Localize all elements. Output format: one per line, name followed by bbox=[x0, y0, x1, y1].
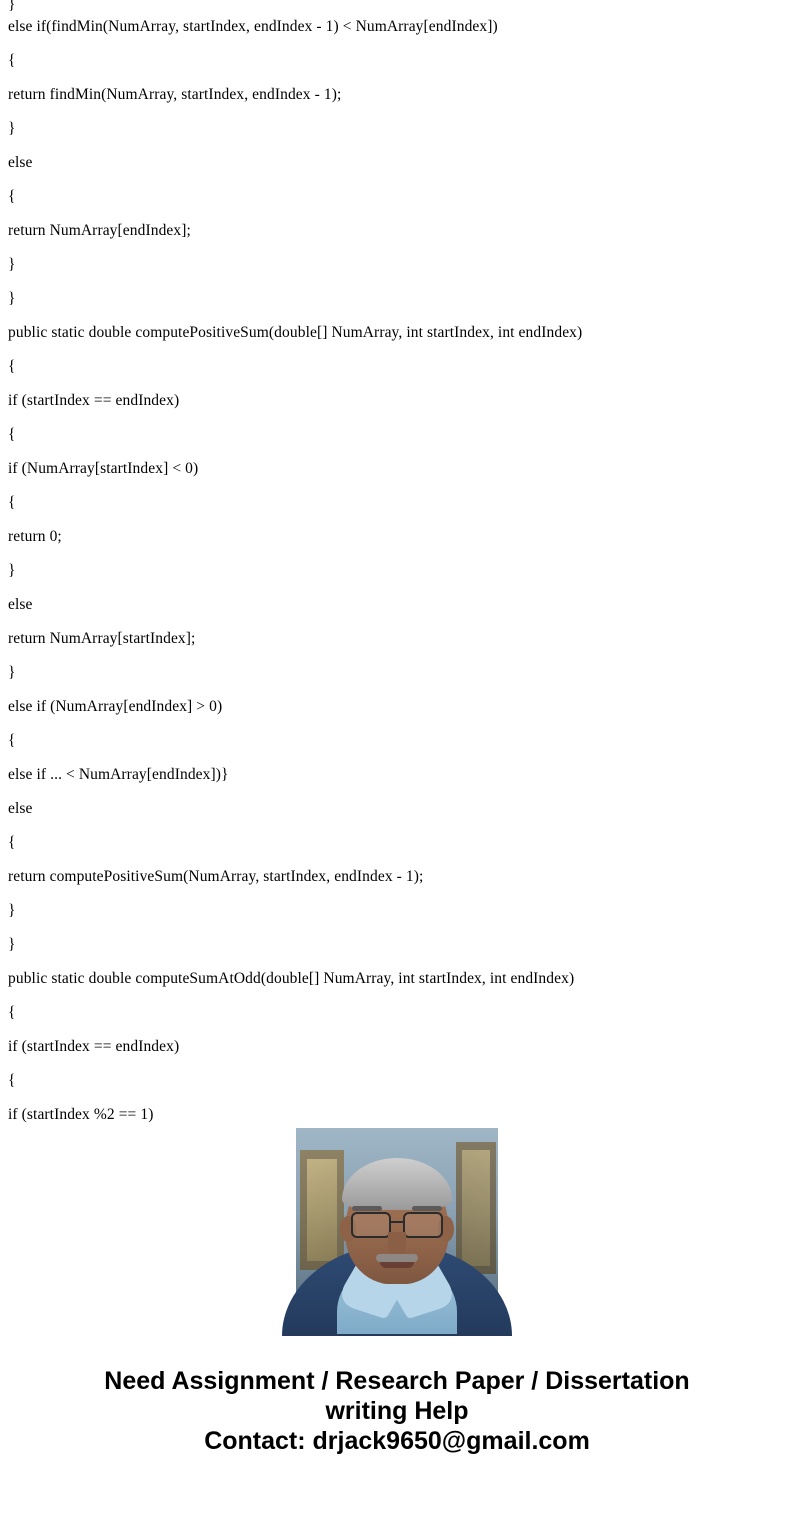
code-line: public static double computeSumAtOdd(double[] NumArray, int startIndex, int endIndex) bbox=[8, 970, 575, 987]
code-line: return findMin(NumArray, startIndex, endIndex - 1); bbox=[8, 86, 342, 103]
code-line: return 0; bbox=[8, 528, 62, 545]
eyebrow-left bbox=[352, 1206, 382, 1211]
code-line: if (startIndex == endIndex) bbox=[8, 1038, 180, 1055]
code-line: if (NumArray[startIndex] < 0) bbox=[8, 460, 199, 477]
code-line: return NumArray[endIndex]; bbox=[8, 222, 191, 239]
code-line: if (startIndex == endIndex) bbox=[8, 392, 180, 409]
code-line: } bbox=[8, 0, 16, 13]
background-picture-frame-right bbox=[456, 1142, 496, 1274]
footer-headline bbox=[0, 1366, 794, 1426]
code-line: { bbox=[8, 1004, 16, 1021]
code-line: } bbox=[8, 256, 16, 273]
code-line: { bbox=[8, 188, 16, 205]
code-line: { bbox=[8, 52, 16, 69]
footer-banner bbox=[0, 1128, 794, 1456]
code-line: else bbox=[8, 154, 33, 171]
lens-left bbox=[351, 1212, 391, 1238]
code-line: else bbox=[8, 596, 33, 613]
footer-headline-line-1: Need Assignment / Research Paper / Dissertation bbox=[104, 1367, 690, 1395]
code-line: { bbox=[8, 732, 16, 749]
footer-contact: Contact: drjack9650@gmail.com bbox=[204, 1427, 590, 1455]
code-line: return NumArray[startIndex]; bbox=[8, 630, 196, 647]
background-picture-frame-left bbox=[300, 1150, 344, 1270]
code-line: else bbox=[8, 800, 33, 817]
lens-right bbox=[403, 1212, 443, 1238]
code-line: { bbox=[8, 426, 16, 443]
author-portrait-avatar bbox=[296, 1128, 498, 1330]
eyebrow-right bbox=[412, 1206, 442, 1211]
code-line: { bbox=[8, 358, 16, 375]
code-line: } bbox=[8, 936, 16, 953]
code-line: else if (NumArray[endIndex] > 0) bbox=[8, 698, 223, 715]
code-line: { bbox=[8, 834, 16, 851]
code-line: { bbox=[8, 1072, 16, 1089]
code-line: } bbox=[8, 902, 16, 919]
code-line: } bbox=[8, 562, 16, 579]
code-line: } bbox=[8, 664, 16, 681]
code-line: else if ... < NumArray[endIndex])} bbox=[8, 766, 229, 783]
portrait-illustration bbox=[296, 1128, 498, 1330]
code-line: public static double computePositiveSum(double[] NumArray, int startIndex, int endIndex) bbox=[8, 324, 583, 341]
moustache bbox=[376, 1254, 418, 1262]
code-line: else if(findMin(NumArray, startIndex, endIndex - 1) < NumArray[endIndex]) bbox=[8, 18, 498, 35]
footer-headline-line-2: writing Help bbox=[325, 1397, 469, 1425]
code-line: } bbox=[8, 290, 16, 307]
code-line: } bbox=[8, 120, 16, 137]
code-line: if (startIndex %2 == 1) bbox=[8, 1106, 154, 1123]
code-line: return computePositiveSum(NumArray, startIndex, endIndex - 1); bbox=[8, 868, 424, 885]
mouth bbox=[380, 1262, 414, 1268]
code-line: { bbox=[8, 494, 16, 511]
